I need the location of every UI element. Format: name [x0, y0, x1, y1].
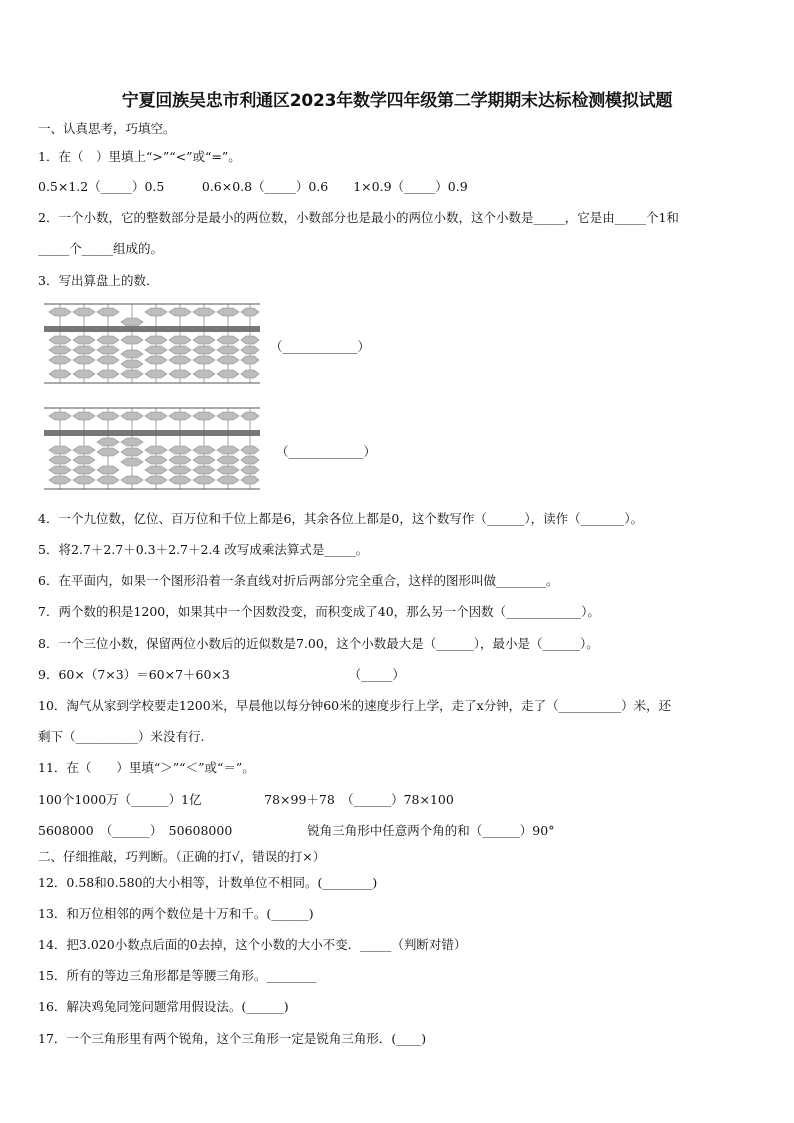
question-15: 15．所有的等边三角形都是等腰三角形。________	[38, 968, 317, 983]
question-17: 17．一个三角形里有两个锐角，这个三角形一定是锐角三角形．(____)	[38, 1031, 427, 1046]
question-1: 1．在（ ）里填上“>”“<”或“=”。	[38, 149, 241, 164]
question-7: 7．两个数的积是1200，如果其中一个因数没变，而积变成了40，那么另一个因数（____________）。	[38, 604, 600, 619]
question-8: 8．一个三位小数，保留两位小数后的近似数是7.00，这个小数最大是（______），最小是（______）。	[38, 636, 599, 651]
abacus-diagram-2	[44, 406, 264, 492]
abacus-2-answer-blank: （____________）	[276, 444, 377, 459]
question-10-line-1: 10．淘气从家到学校要走1200米，早晨他以每分钟60米的速度步行上学，走了x分钟，走了（__________）米，还	[38, 698, 672, 713]
question-5: 5．将2.7＋2.7＋0.3＋2.7＋2.4 改写成乘法算式是_____。	[38, 542, 369, 557]
question-4: 4．一个九位数，亿位、百万位和千位上都是6，其余各位上都是0，这个数写作（______），读作（_______）。	[38, 511, 644, 526]
question-6: 6．在平面内，如果一个图形沿着一条直线对折后两部分完全重合，这样的图形叫做________。	[38, 573, 559, 588]
question-11: 11．在（ ）里填“＞”“＜”或“＝”。	[38, 760, 255, 775]
question-11-row-2: 5608000 （______） 50608000 锐角三角形中任意两个角的和（______）90°	[38, 823, 555, 838]
section-heading-true-false: 二、仔细推敲，巧判断。（正确的打√，错误的打×）	[38, 849, 326, 864]
abacus-1-answer-blank: （____________）	[270, 339, 371, 354]
question-12: 12．0.58和0.580的大小相等，计数单位不相同。(________)	[38, 875, 378, 890]
abacus-diagram-1	[44, 302, 264, 386]
question-2-line-1: 2．一个小数，它的整数部分是最小的两位数，小数部分也是最小的两位小数，这个小数是_____，它是由_____个1和	[38, 210, 679, 225]
question-16: 16．解决鸡兔同笼问题常用假设法。(______)	[38, 999, 289, 1014]
question-9: 9．60×（7×3）＝60×7＋60×3 （_____）	[38, 667, 405, 682]
question-11-row-1: 100个1000万（______）1亿 78×99＋78 （______）78×100	[38, 792, 454, 807]
page-title: 宁夏回族吴忠市利通区2023年数学四年级第二学期期末达标检测模拟试题	[121, 91, 673, 111]
question-13: 13．和万位相邻的两个数位是十万和千。(______)	[38, 906, 314, 921]
question-2-line-2: _____个_____组成的。	[38, 241, 164, 256]
question-10-line-2: 剩下（__________）米没有行.	[38, 729, 205, 744]
question-1-items: 0.5×1.2（_____）0.5 0.6×0.8（_____）0.6 1×0.9（_____）0.9	[38, 179, 468, 194]
section-heading-fill-blank: 一、认真思考，巧填空。	[38, 121, 176, 136]
question-14: 14．把3.020小数点后面的0去掉，这个小数的大小不变．_____（判断对错）	[38, 937, 467, 952]
question-3: 3．写出算盘上的数．	[38, 273, 159, 288]
